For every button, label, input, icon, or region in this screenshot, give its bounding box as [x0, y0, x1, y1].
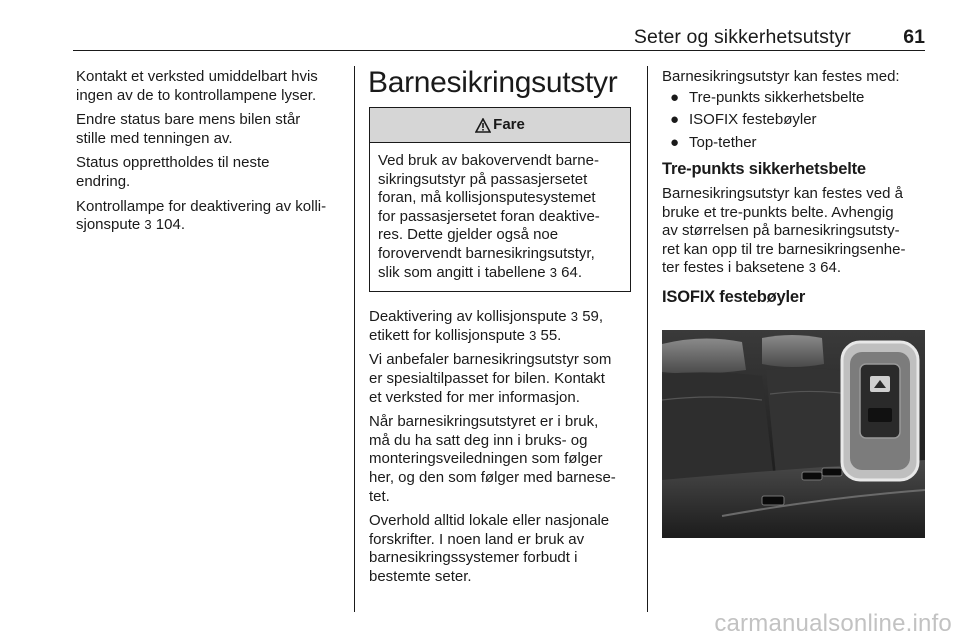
paragraph: Vi anbefaler barnesikringsutstyr som er spesialtilpasset for bilen. Kontakt et verksted for mer informasjon.	[369, 351, 612, 406]
page-ref-link[interactable]: 64.	[820, 259, 842, 277]
page-number: 61	[903, 26, 925, 48]
page-ref-link[interactable]: 59,	[582, 308, 604, 326]
paragraph: Endre status bare mens bilen står stille med tenningen av.	[76, 111, 301, 147]
warning-triangle-icon	[475, 118, 491, 133]
bullet-icon: ●	[670, 88, 680, 106]
page-ref-arrow-icon[interactable]: 3	[529, 327, 537, 343]
page-ref-arrow-icon[interactable]: 3	[144, 217, 152, 233]
column-divider	[647, 66, 648, 612]
danger-text: Ved bruk av bakovervendt barne- sikringsutstyr på passasjersetet foran, må kollisjonsputesystemet for passasjersetet foran deaktive- res. Dette gjelder også noe forovervendt barnesikringsutstyr, slik som angitt i tabellene 3 64.	[378, 152, 600, 281]
bullet-icon: ●	[670, 133, 680, 151]
bullet-list	[662, 89, 926, 153]
paragraph: Overhold alltid lokale eller nasjonale forskrifter. I noen land er bruk av barnesikringssystemer forbudt i bestemte seter.	[369, 512, 610, 585]
heading-child-restraints: Barnesikringsutstyr	[368, 66, 618, 99]
list-item: ● Tre-punkts sikkerhetsbelte	[670, 88, 865, 106]
page-ref-link[interactable]: 55.	[540, 326, 562, 344]
watermark: carmanualsonline.info	[714, 610, 952, 637]
paragraph: Barnesikringsutstyr kan festes ved å bruke et tre-punkts belte. Avhengig av størrelsen på barnesikringsutsty- ret kan opp til tre barnesikringsenhe- ter festes i baksetene 3 64.	[662, 184, 906, 277]
paragraph: Barnesikringsutstyr kan festes med:	[662, 68, 900, 85]
paragraph: Status opprettholdes til neste endring.	[76, 154, 270, 190]
paragraph: Kontrollampe for deaktivering av kolli- sjonspute 3 104.	[76, 197, 327, 234]
column-middle	[369, 68, 633, 592]
list-item: ● ISOFIX festebøyler	[670, 111, 817, 129]
subheading-isofix: ISOFIX festebøyler	[662, 287, 806, 306]
column-left	[76, 68, 344, 241]
paragraph: Kontakt et verksted umiddelbart hvis ingen av de to kontrollampene lyser.	[76, 68, 318, 104]
paragraph: Deaktivering av kollisjonspute 3 59, etikett for kollisjonspute 3 55.	[369, 308, 604, 344]
column-right	[662, 68, 926, 313]
page-ref-link[interactable]: 104.	[155, 216, 185, 234]
list-item: ● Top-tether	[670, 133, 757, 151]
bullet-icon: ●	[670, 111, 680, 129]
page-header	[73, 26, 925, 52]
rear-seat-illustration	[662, 330, 925, 538]
header-rule	[73, 50, 925, 51]
page-ref-arrow-icon[interactable]: 3	[549, 264, 557, 280]
column-divider	[354, 66, 355, 612]
danger-box	[369, 107, 631, 292]
section-title: Seter og sikkerhetsutstyr	[633, 26, 851, 48]
isofix-seat-photo	[662, 330, 925, 538]
page-ref-arrow-icon[interactable]: 3	[570, 309, 579, 325]
paragraph: Når barnesikringsutstyret er i bruk, må du ha satt deg inn i bruks- og monteringsveiledningen som følger her, og den som følger med barnese- tet.	[369, 413, 616, 505]
subheading-three-point-belt: Tre-punkts sikkerhetsbelte	[662, 160, 866, 179]
page-ref-link[interactable]: 64.	[561, 263, 583, 281]
page-ref-arrow-icon[interactable]: 3	[808, 260, 816, 276]
danger-heading: Fare	[370, 108, 630, 143]
